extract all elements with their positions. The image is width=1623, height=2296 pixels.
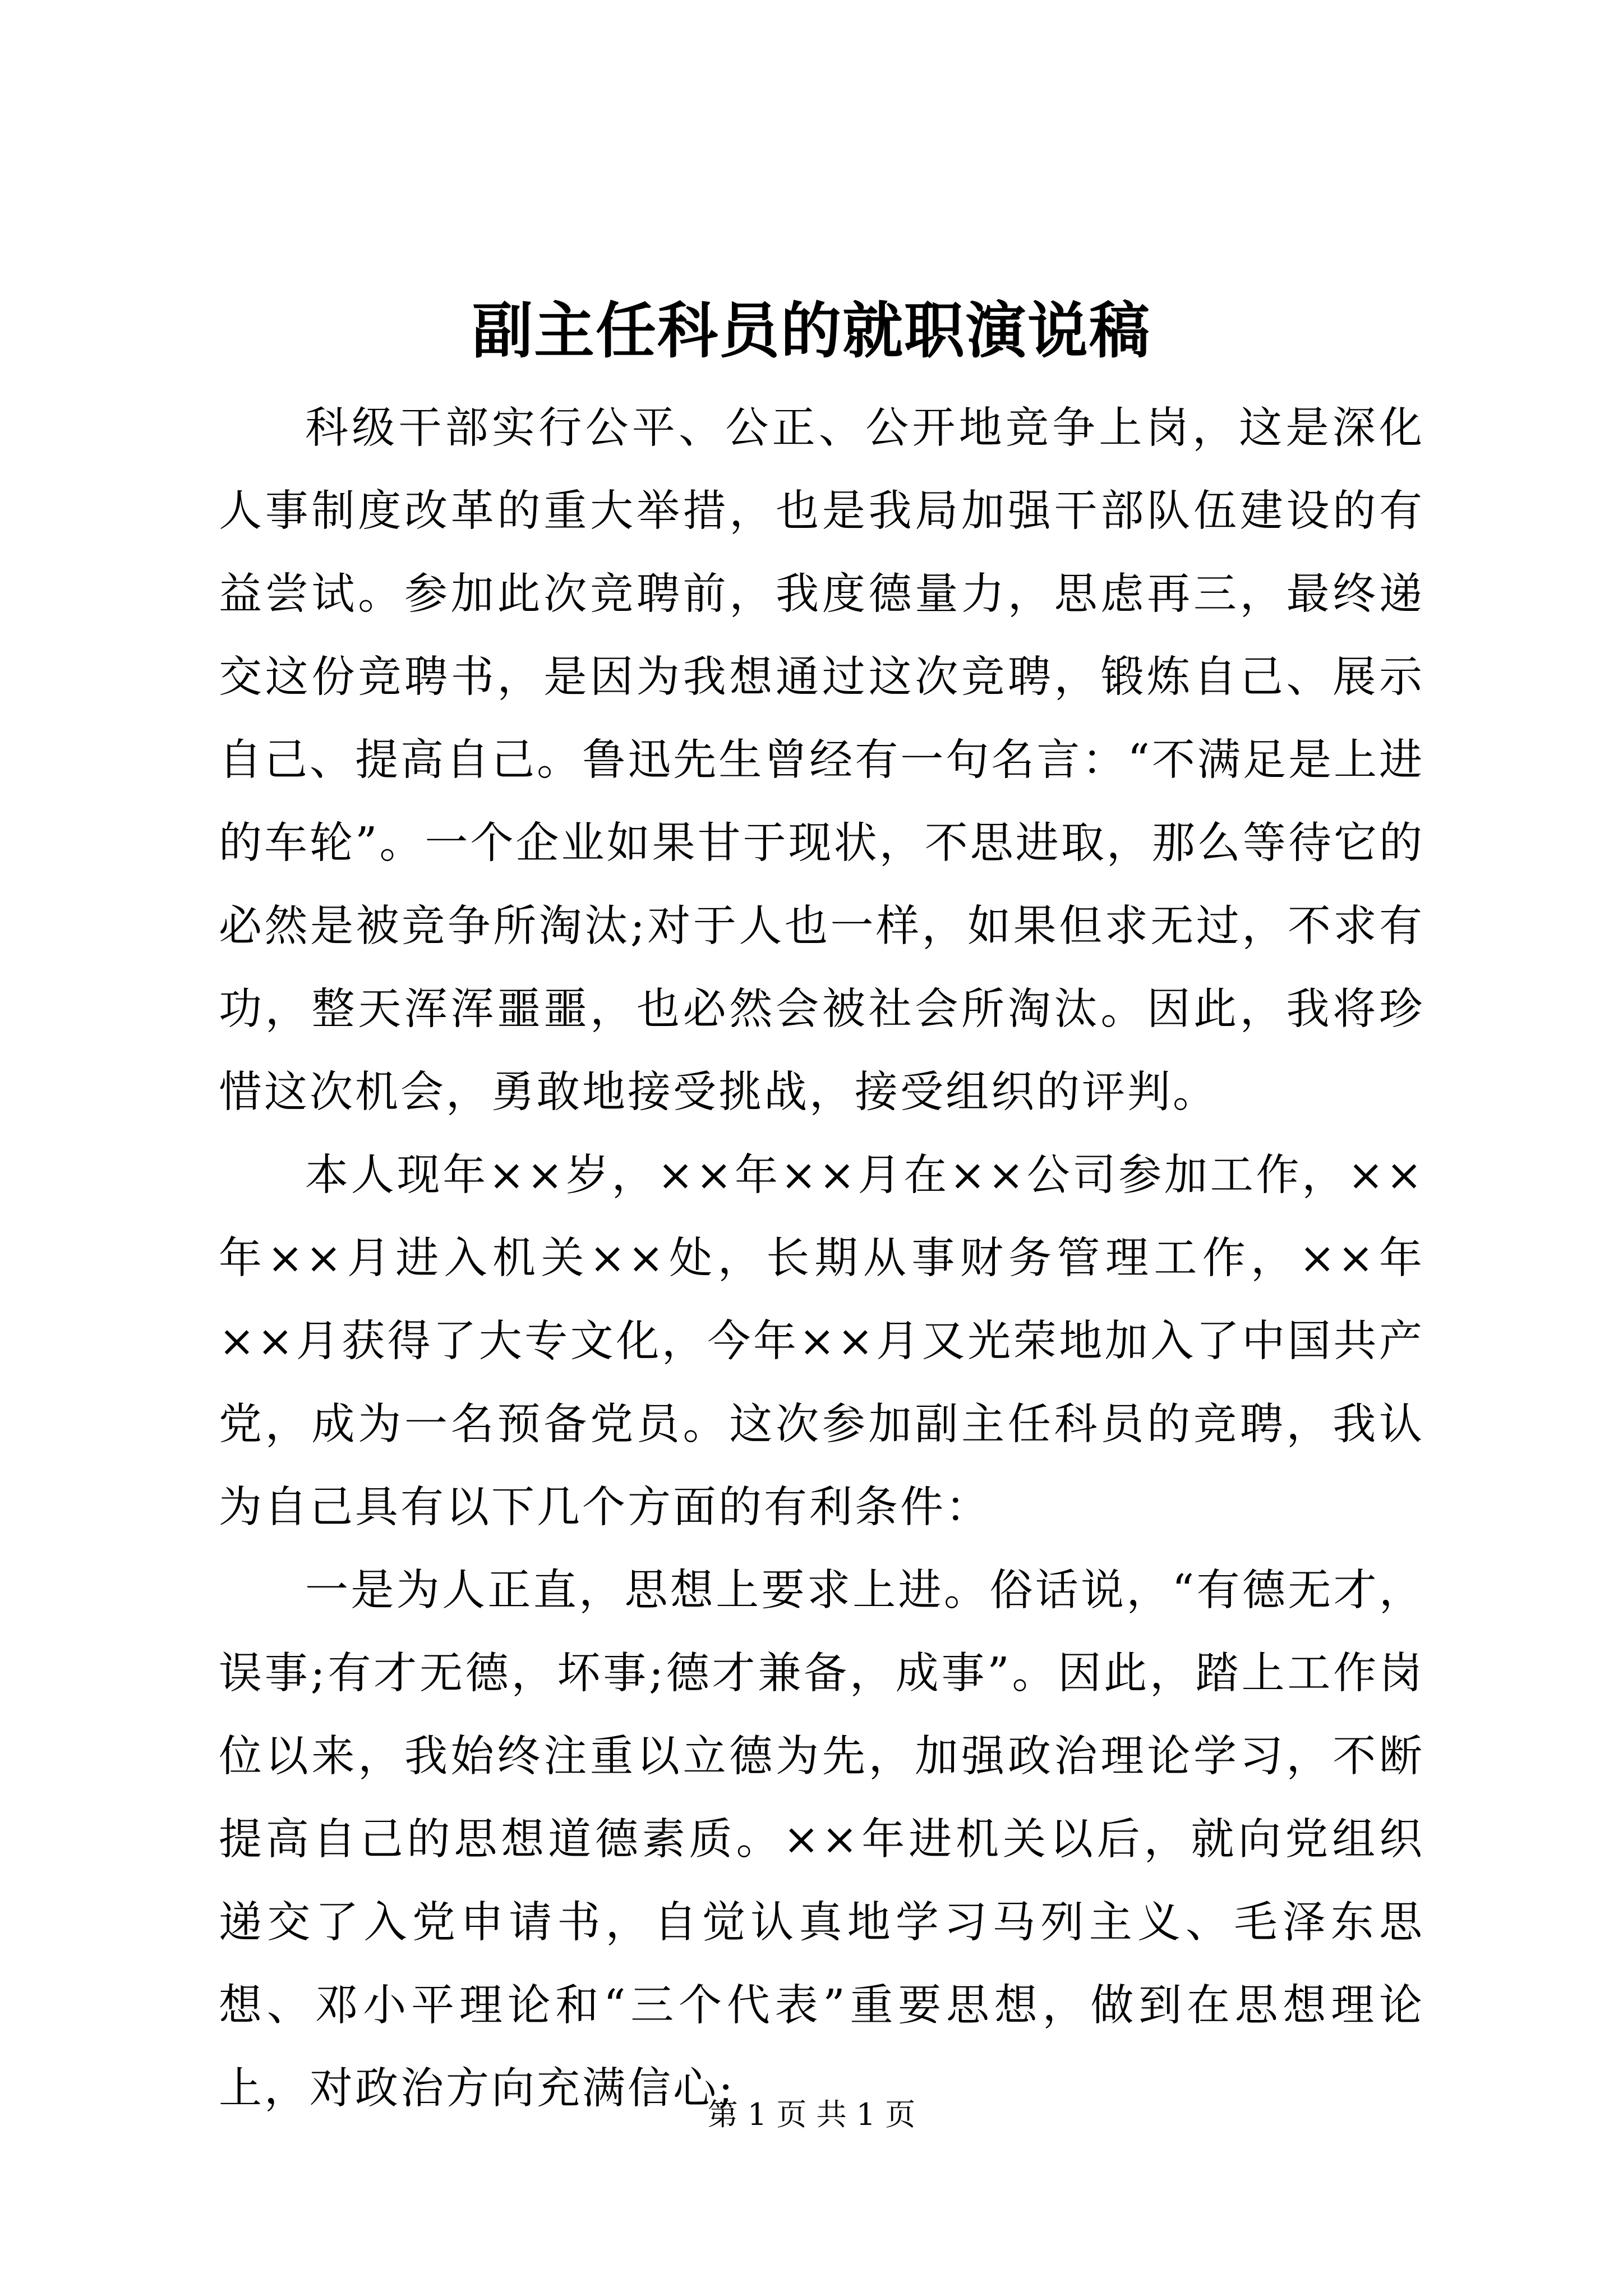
paragraph-2: 本人现年××岁，××年××月在××公司参加工作，××年××月进入机关××处，长期从事财务管理工作，××年××月获得了大专文化，今年××月又光荣地加入了中国共产党，成为一名预备党员。这次参加副主任科员的竞聘，我认为自己具有以下几个方面的有利条件：: [219, 1151, 1424, 1533]
document-body: [219, 387, 1424, 2131]
document-title: 副主任科员的就职演说稿: [472, 296, 1151, 366]
paragraph-1: 科级干部实行公平、公正、公开地竞争上岗，这是深化人事制度改革的重大举措，也是我局加强干部队伍建设的有益尝试。参加此次竞聘前，我度德量力，思虑再三，最终递交这份竞聘书，是因为我想通过这次竞聘，锻炼自己、展示自己、提高自己。鲁迅先生曾经有一句名言：“不满足是上进的车轮”。一个企业如果甘于现状，不思进取，那么等待它的必然是被竞争所淘汰;对于人也一样，如果但求无过，不求有功，整天浑浑噩噩，也必然会被社会所淘汰。因此，我将珍惜这次机会，勇敢地接受挑战，接受组织的评判。: [219, 403, 1424, 1117]
paragraph-3: 一是为人正直，思想上要求上进。俗话说，“有德无才，误事;有才无德，坏事;德才兼备，成事”。因此，踏上工作岗位以来，我始终注重以立德为先，加强政治理论学习，不断提高自己的思想道德素质。××年进机关以后，就向党组织递交了入党申请书，自觉认真地学习马列主义、毛泽东思想、邓小平理论和“三个代表”重要思想，做到在思想理论上，对政治方向充满信心;: [219, 1566, 1424, 2114]
page-footer: 第 1 页 共 1 页: [707, 2097, 916, 2132]
